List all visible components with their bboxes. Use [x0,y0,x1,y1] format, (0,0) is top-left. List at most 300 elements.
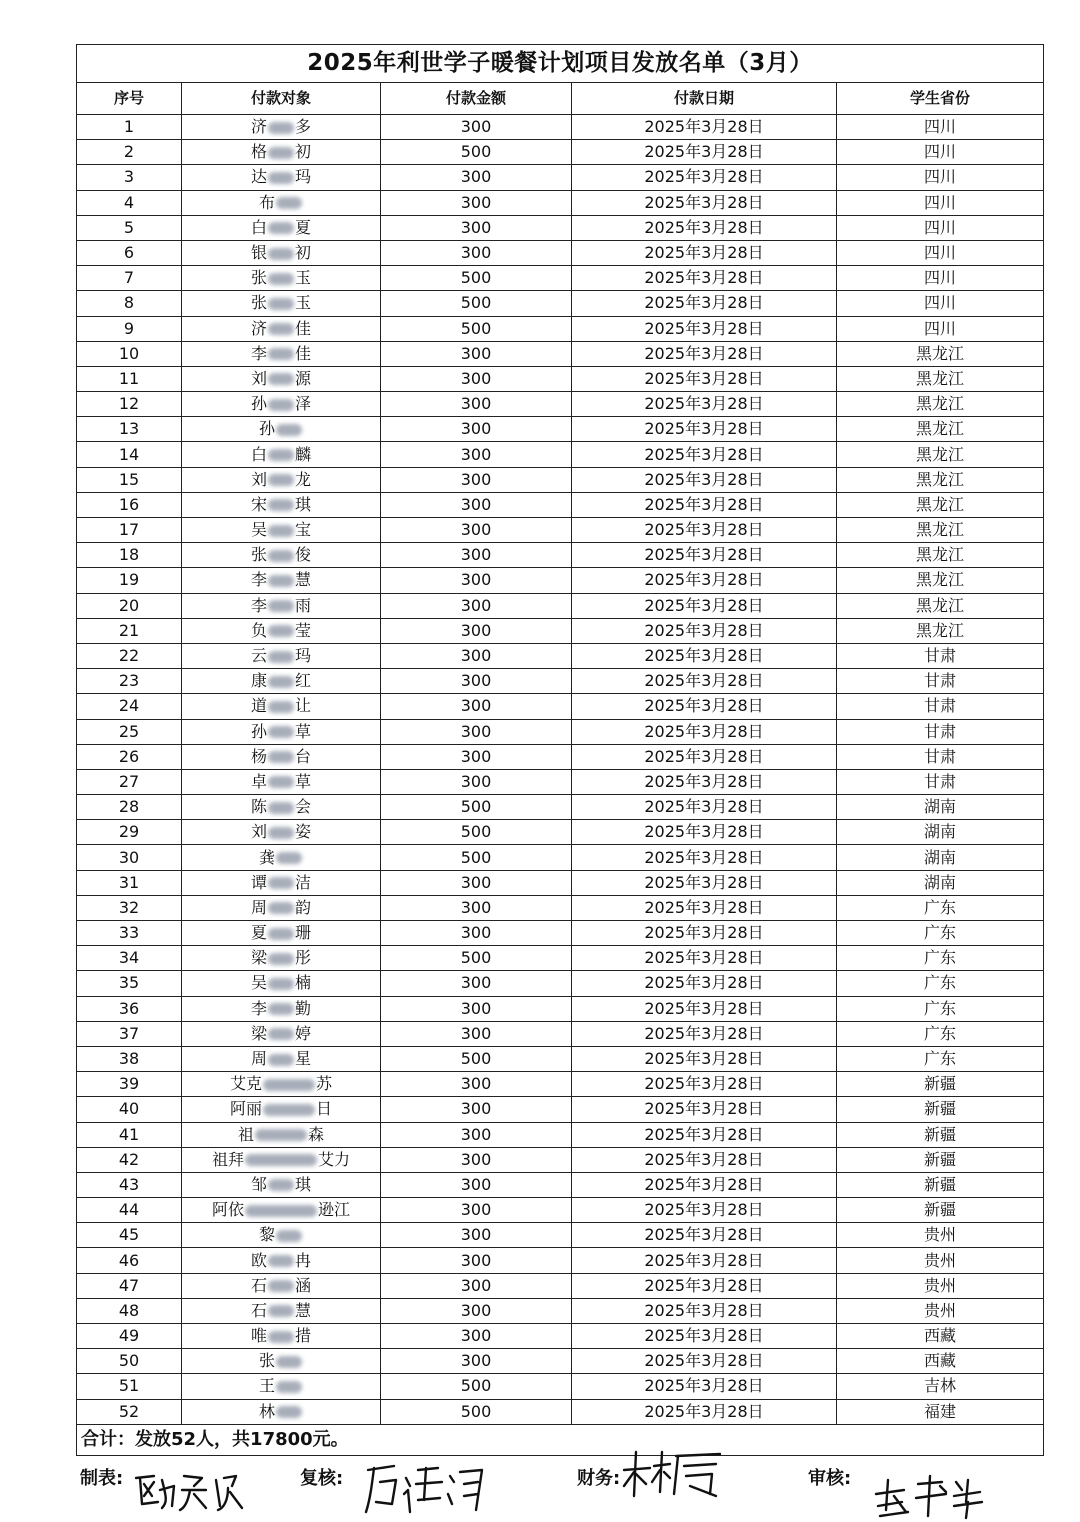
redaction-blur [268,978,294,990]
payee-name-start: 卓 [250,771,267,791]
student-province: 广东 [837,946,1044,971]
table-row [77,568,1044,593]
payment-date: 2025年3月28日 [572,845,837,870]
payment-date: 2025年3月28日 [572,1147,837,1172]
payee-name-start: 石 [250,1300,267,1320]
row-number: 40 [77,1097,182,1122]
redaction-blur [268,651,294,663]
redaction-blur [276,197,302,209]
payment-date: 2025年3月28日 [572,140,837,165]
payee-name [182,1147,381,1172]
maker-label: 制表: [80,1468,124,1489]
redaction-blur [268,625,294,637]
payee-name-end: 草 [295,771,312,791]
payee-name [182,1248,381,1273]
student-province: 新疆 [837,1072,1044,1097]
payee-name-end: 泽 [295,394,312,414]
payee-name [182,744,381,769]
redaction-blur [268,550,294,562]
row-number: 12 [77,392,182,417]
row-number: 45 [77,1223,182,1248]
payee-name [182,366,381,391]
payee-name-end: 彤 [295,948,312,968]
payee-name-start: 梁 [250,948,267,968]
payment-date: 2025年3月28日 [572,895,837,920]
row-number: 7 [77,266,182,291]
row-number: 17 [77,518,182,543]
payment-amount: 300 [381,895,572,920]
student-province: 黑龙江 [837,366,1044,391]
header-date: 付款日期 [572,83,837,115]
payment-amount: 300 [381,392,572,417]
student-province: 黑龙江 [837,341,1044,366]
payee-name-end: 龙 [295,469,312,489]
payee-name [182,996,381,1021]
payment-date: 2025年3月28日 [572,115,837,140]
redaction-blur [276,1381,302,1393]
payment-date: 2025年3月28日 [572,316,837,341]
payment-date: 2025年3月28日 [572,518,837,543]
payee-name [182,1097,381,1122]
payment-date: 2025年3月28日 [572,417,837,442]
payment-amount: 300 [381,1122,572,1147]
table-row [77,467,1044,492]
payment-date: 2025年3月28日 [572,341,837,366]
payment-amount: 300 [381,1097,572,1122]
payment-amount: 300 [381,1198,572,1223]
payee-name-end: 俊 [295,545,312,565]
payment-amount: 300 [381,543,572,568]
row-number: 44 [77,1198,182,1223]
table-row [77,1147,1044,1172]
payee-name-start: 唯 [250,1326,267,1346]
payee-name [182,820,381,845]
student-province: 四川 [837,165,1044,190]
row-number: 50 [77,1349,182,1374]
payment-date: 2025年3月28日 [572,1298,837,1323]
payment-amount: 300 [381,1223,572,1248]
row-number: 36 [77,996,182,1021]
row-number: 31 [77,870,182,895]
student-province: 贵州 [837,1248,1044,1273]
student-province: 广东 [837,996,1044,1021]
student-province: 湖南 [837,795,1044,820]
payee-name-end: 勤 [295,998,312,1018]
payee-name [182,1198,381,1223]
payee-name-start: 白 [250,217,267,237]
payee-name-start: 祖 [237,1124,254,1144]
payment-date: 2025年3月28日 [572,618,837,643]
payee-name-start: 刘 [250,822,267,842]
payee-name-start: 李 [250,343,267,363]
student-province: 黑龙江 [837,618,1044,643]
payee-name-end: 玉 [295,293,312,313]
payment-amount: 300 [381,593,572,618]
payee-name-start: 梁 [250,1023,267,1043]
table-row [77,1122,1044,1147]
payee-name-start: 龚 [258,847,275,867]
table-row [77,417,1044,442]
table-row [77,921,1044,946]
payee-name [182,1223,381,1248]
signature-row [0,1458,1080,1522]
redaction-blur [268,726,294,738]
redaction-blur [268,701,294,713]
row-number: 11 [77,366,182,391]
row-number: 18 [77,543,182,568]
redaction-blur [263,1079,315,1091]
payment-date: 2025年3月28日 [572,1324,837,1349]
payee-name [182,1324,381,1349]
table-row [77,1198,1044,1223]
table-row [77,140,1044,165]
row-number: 30 [77,845,182,870]
payment-amount: 300 [381,1147,572,1172]
payment-date: 2025年3月28日 [572,442,837,467]
payee-name-end: 佳 [295,343,312,363]
payee-name-end: 慧 [295,1300,312,1320]
table-row [77,518,1044,543]
payee-name-end: 琪 [295,494,312,514]
redaction-blur [268,172,294,184]
payee-name-end: 星 [295,1049,312,1069]
payment-date: 2025年3月28日 [572,643,837,668]
redaction-blur [268,877,294,889]
row-number: 32 [77,895,182,920]
payment-amount: 300 [381,921,572,946]
row-number: 20 [77,593,182,618]
payment-date: 2025年3月28日 [572,669,837,694]
payment-date: 2025年3月28日 [572,694,837,719]
payment-amount: 300 [381,1021,572,1046]
payee-name-end: 森 [308,1124,325,1144]
redaction-blur [268,802,294,814]
payment-date: 2025年3月28日 [572,1198,837,1223]
payee-name-end: 玛 [295,167,312,187]
payment-date: 2025年3月28日 [572,1021,837,1046]
table-row [77,341,1044,366]
payment-date: 2025年3月28日 [572,1072,837,1097]
redaction-blur [268,499,294,511]
payment-amount: 300 [381,1248,572,1273]
student-province: 甘肃 [837,694,1044,719]
redaction-blur [268,122,294,134]
payee-name [182,190,381,215]
row-number: 35 [77,971,182,996]
row-number: 27 [77,769,182,794]
row-number: 22 [77,643,182,668]
student-province: 广东 [837,921,1044,946]
payment-amount: 300 [381,341,572,366]
redaction-blur [268,902,294,914]
table-row [77,795,1044,820]
table-row [77,1273,1044,1298]
payment-amount: 500 [381,316,572,341]
payment-amount: 300 [381,417,572,442]
payee-name [182,568,381,593]
redaction-blur [276,1406,302,1418]
payment-amount: 300 [381,643,572,668]
payment-amount: 300 [381,568,572,593]
payee-name [182,543,381,568]
payee-name-end: 多 [295,117,312,137]
payee-name-start: 李 [250,570,267,590]
table-row [77,694,1044,719]
payee-name-end: 楠 [295,973,312,993]
payment-date: 2025年3月28日 [572,1172,837,1197]
row-number: 26 [77,744,182,769]
payee-name-start: 石 [250,1275,267,1295]
payment-amount: 500 [381,1046,572,1071]
payee-name-start: 济 [250,117,267,137]
table-row [77,845,1044,870]
payment-date: 2025年3月28日 [572,1399,837,1424]
payee-name-end: 逊江 [318,1200,351,1220]
payee-name-end: 玉 [295,268,312,288]
student-province: 黑龙江 [837,392,1044,417]
row-number: 33 [77,921,182,946]
payee-name [182,1046,381,1071]
payee-name-end: 宝 [295,520,312,540]
payee-name [182,694,381,719]
redaction-blur [276,424,302,436]
table-row [77,1046,1044,1071]
row-number: 43 [77,1172,182,1197]
payee-name [182,643,381,668]
payee-name-end: 洁 [295,872,312,892]
table-row [77,820,1044,845]
redaction-blur [268,1280,294,1292]
row-number: 4 [77,190,182,215]
row-number: 8 [77,291,182,316]
student-province: 广东 [837,1021,1044,1046]
table-row [77,190,1044,215]
redaction-blur [263,1104,315,1116]
payment-date: 2025年3月28日 [572,996,837,1021]
payee-name [182,467,381,492]
payment-date: 2025年3月28日 [572,795,837,820]
row-number: 21 [77,618,182,643]
payment-amount: 300 [381,190,572,215]
table-row [77,492,1044,517]
redaction-blur [268,676,294,688]
payment-amount: 300 [381,870,572,895]
student-province: 四川 [837,190,1044,215]
student-province: 湖南 [837,870,1044,895]
payment-amount: 500 [381,1374,572,1399]
maker-signature [132,1466,260,1516]
payment-amount: 300 [381,769,572,794]
payment-date: 2025年3月28日 [572,1223,837,1248]
student-province: 黑龙江 [837,518,1044,543]
payment-amount: 300 [381,719,572,744]
redaction-blur [268,928,294,940]
payee-name-end: 日 [316,1099,333,1119]
payment-amount: 300 [381,694,572,719]
row-number: 47 [77,1273,182,1298]
table-row [77,1374,1044,1399]
payee-name-start: 云 [250,646,267,666]
student-province: 西藏 [837,1324,1044,1349]
payee-name [182,115,381,140]
payee-name-end: 玛 [295,646,312,666]
payment-date: 2025年3月28日 [572,719,837,744]
payee-name-start: 李 [250,998,267,1018]
payee-name [182,291,381,316]
table-row [77,240,1044,265]
payee-name-start: 陈 [250,797,267,817]
table-row [77,769,1044,794]
payee-name-end: 源 [295,368,312,388]
payment-amount: 300 [381,1072,572,1097]
student-province: 四川 [837,215,1044,240]
payment-date: 2025年3月28日 [572,165,837,190]
student-province: 贵州 [837,1223,1044,1248]
student-province: 湖南 [837,820,1044,845]
table-row [77,1223,1044,1248]
row-number: 2 [77,140,182,165]
redaction-blur [268,273,294,285]
payee-name [182,895,381,920]
student-province: 新疆 [837,1198,1044,1223]
row-number: 29 [77,820,182,845]
payee-name-end: 珊 [295,923,312,943]
payee-name-start: 负 [250,620,267,640]
redaction-blur [276,1356,302,1368]
payment-amount: 300 [381,744,572,769]
payment-date: 2025年3月28日 [572,820,837,845]
payee-name-start: 阿依 [211,1200,244,1220]
redaction-blur [268,776,294,788]
student-province: 福建 [837,1399,1044,1424]
redaction-blur [268,147,294,159]
table-row [77,719,1044,744]
redaction-blur [268,525,294,537]
payee-name [182,618,381,643]
payee-name-end: 慧 [295,570,312,590]
total-summary: 合计：发放52人，共17800元。 [77,1424,1044,1455]
payee-name [182,845,381,870]
redaction-blur [276,852,302,864]
row-number: 48 [77,1298,182,1323]
row-number: 14 [77,442,182,467]
table-row [77,744,1044,769]
payment-date: 2025年3月28日 [572,291,837,316]
table-row [77,971,1044,996]
payee-name-start: 吴 [250,973,267,993]
header-no: 序号 [77,83,182,115]
row-number: 39 [77,1072,182,1097]
payee-name [182,442,381,467]
payment-amount: 500 [381,291,572,316]
header-payee: 付款对象 [182,83,381,115]
payee-name [182,1374,381,1399]
redaction-blur [268,1054,294,1066]
payee-name-start: 刘 [250,368,267,388]
payment-amount: 300 [381,442,572,467]
row-number: 23 [77,669,182,694]
payee-name [182,392,381,417]
redaction-blur [268,449,294,461]
payment-date: 2025年3月28日 [572,769,837,794]
redaction-blur [268,827,294,839]
student-province: 广东 [837,895,1044,920]
table-row [77,895,1044,920]
table-row [77,946,1044,971]
redaction-blur [268,1003,294,1015]
payee-name-start: 谭 [250,872,267,892]
payment-date: 2025年3月28日 [572,1374,837,1399]
payee-name-start: 阿丽 [229,1099,262,1119]
student-province: 新疆 [837,1147,1044,1172]
payment-date: 2025年3月28日 [572,543,837,568]
payment-amount: 300 [381,669,572,694]
payee-name [182,921,381,946]
payment-amount: 300 [381,366,572,391]
payment-amount: 300 [381,518,572,543]
payment-date: 2025年3月28日 [572,266,837,291]
payee-name [182,1122,381,1147]
student-province: 黑龙江 [837,442,1044,467]
document-title: 2025年利世学子暖餐计划项目发放名单（3月） [77,45,1044,83]
row-number: 5 [77,215,182,240]
reviewer-signature [360,1460,490,1520]
payee-name-start: 张 [258,1351,275,1371]
payee-name [182,795,381,820]
payee-name-start: 林 [258,1401,275,1421]
payment-date: 2025年3月28日 [572,1248,837,1273]
payment-amount: 300 [381,215,572,240]
row-number: 13 [77,417,182,442]
redaction-blur [268,373,294,385]
payee-name-start: 孙 [258,419,275,439]
payee-name-end: 麟 [295,444,312,464]
payee-name [182,1273,381,1298]
payee-name [182,266,381,291]
redaction-blur [268,1255,294,1267]
row-number: 6 [77,240,182,265]
redaction-blur [276,1230,302,1242]
payee-name-start: 周 [250,1049,267,1069]
redaction-blur [268,222,294,234]
payee-name-end: 涵 [295,1275,312,1295]
payment-amount: 300 [381,618,572,643]
payee-name-start: 夏 [250,923,267,943]
payee-name [182,1172,381,1197]
row-number: 9 [77,316,182,341]
payment-date: 2025年3月28日 [572,467,837,492]
payee-name [182,492,381,517]
payment-amount: 500 [381,1399,572,1424]
student-province: 湖南 [837,845,1044,870]
redaction-blur [268,399,294,411]
table-row [77,870,1044,895]
payee-name-end: 台 [295,746,312,766]
redaction-blur [268,348,294,360]
payee-name-end: 初 [295,142,312,162]
payee-name-end: 初 [295,243,312,263]
student-province: 甘肃 [837,769,1044,794]
student-province: 黑龙江 [837,467,1044,492]
row-number: 28 [77,795,182,820]
payment-amount: 300 [381,165,572,190]
header-province: 学生省份 [837,83,1044,115]
payee-name [182,1298,381,1323]
student-province: 黑龙江 [837,492,1044,517]
student-province: 黑龙江 [837,543,1044,568]
table-row [77,1324,1044,1349]
redaction-blur [245,1205,317,1217]
